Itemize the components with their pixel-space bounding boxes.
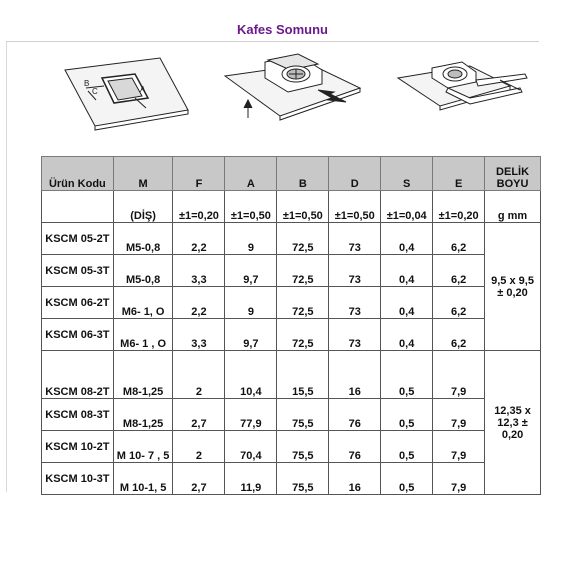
thread-cell: M5-0,8 bbox=[113, 223, 173, 255]
a-cell: 9,7 bbox=[225, 319, 277, 351]
d-cell: 73 bbox=[329, 319, 381, 351]
s-cell: 0,4 bbox=[381, 223, 433, 255]
d-cell: 73 bbox=[329, 287, 381, 319]
f-cell: 2,7 bbox=[173, 463, 225, 495]
thread-cell: M6- 1 , O bbox=[113, 319, 173, 351]
thread-cell: M8-1,25 bbox=[113, 351, 173, 399]
dim-label-a: A bbox=[140, 85, 146, 94]
a-cell: 9 bbox=[225, 223, 277, 255]
a-cell: 9 bbox=[225, 287, 277, 319]
page-title: Kafes Somunu bbox=[236, 22, 328, 37]
product-code-cell: KSCM 08-2T bbox=[42, 351, 114, 399]
e-cell: 6,2 bbox=[433, 223, 485, 255]
a-cell: 9,7 bbox=[225, 255, 277, 287]
product-code-cell: KSCM 05-2T bbox=[42, 223, 114, 255]
a-cell: 10,4 bbox=[225, 351, 277, 399]
product-code-cell: KSCM 08-3T bbox=[42, 399, 114, 431]
thread-cell: M8-1,25 bbox=[113, 399, 173, 431]
col-header-d: D bbox=[329, 157, 381, 191]
f-cell: 2,2 bbox=[173, 287, 225, 319]
d-cell: 76 bbox=[329, 431, 381, 463]
table-row bbox=[42, 255, 541, 287]
insertion-figure bbox=[225, 54, 360, 120]
panel-hole-figure bbox=[65, 58, 188, 130]
e-cell: 7,9 bbox=[433, 351, 485, 399]
delik-boyu-cell: 9,5 x 9,5 ± 0,20 bbox=[485, 223, 541, 351]
thread-cell: M 10-1, 5 bbox=[113, 463, 173, 495]
unit-cell bbox=[42, 191, 114, 223]
d-cell: 76 bbox=[329, 399, 381, 431]
e-cell: 7,9 bbox=[433, 463, 485, 495]
b-cell: 72,5 bbox=[277, 223, 329, 255]
dim-label-c: C bbox=[92, 87, 98, 96]
e-cell: 6,2 bbox=[433, 287, 485, 319]
col-header-f: F bbox=[173, 157, 225, 191]
unit-cell: ±1=0,20 bbox=[173, 191, 225, 223]
b-cell: 75,5 bbox=[277, 431, 329, 463]
s-cell: 0,4 bbox=[381, 287, 433, 319]
a-cell: 77,9 bbox=[225, 399, 277, 431]
table-row bbox=[42, 463, 541, 495]
cage-nut-spec-table bbox=[41, 156, 541, 495]
product-code-cell: KSCM 10-2T bbox=[42, 431, 114, 463]
col-header-urun-kodu: Ürün Kodu bbox=[42, 157, 114, 191]
s-cell: 0,5 bbox=[381, 351, 433, 399]
d-cell: 73 bbox=[329, 255, 381, 287]
e-cell: 6,2 bbox=[433, 319, 485, 351]
unit-cell: ±1=0,04 bbox=[381, 191, 433, 223]
installation-illustrations bbox=[0, 48, 565, 138]
dim-label-b: B bbox=[84, 79, 90, 88]
s-cell: 0,4 bbox=[381, 255, 433, 287]
s-cell: 0,5 bbox=[381, 463, 433, 495]
delik-boyu-cell: 12,35 x 12,3 ± 0,20 bbox=[485, 351, 541, 495]
a-cell: 11,9 bbox=[225, 463, 277, 495]
b-cell: 72,5 bbox=[277, 287, 329, 319]
units-row bbox=[42, 191, 541, 223]
f-cell: 2,2 bbox=[173, 223, 225, 255]
b-cell: 75,5 bbox=[277, 399, 329, 431]
table-row bbox=[42, 351, 541, 399]
col-header-a: A bbox=[225, 157, 277, 191]
header-row bbox=[42, 157, 541, 191]
unit-cell: ±1=0,50 bbox=[277, 191, 329, 223]
s-cell: 0,4 bbox=[381, 319, 433, 351]
b-cell: 15,5 bbox=[277, 351, 329, 399]
d-cell: 16 bbox=[329, 463, 381, 495]
product-code-cell: KSCM 10-3T bbox=[42, 463, 114, 495]
table-row bbox=[42, 399, 541, 431]
b-cell: 72,5 bbox=[277, 255, 329, 287]
thread-cell: M 10- 7 , 5 bbox=[113, 431, 173, 463]
e-cell: 7,9 bbox=[433, 399, 485, 431]
col-header-delik-boyu: DELİK BOYU bbox=[485, 157, 541, 191]
thread-cell: M5-0,8 bbox=[113, 255, 173, 287]
unit-cell: ±1=0,50 bbox=[329, 191, 381, 223]
unit-cell: ±1=0,50 bbox=[225, 191, 277, 223]
s-cell: 0,5 bbox=[381, 399, 433, 431]
f-cell: 3,3 bbox=[173, 255, 225, 287]
col-header-m: M bbox=[113, 157, 173, 191]
col-header-e: E bbox=[433, 157, 485, 191]
e-cell: 6,2 bbox=[433, 255, 485, 287]
e-cell: 7,9 bbox=[433, 431, 485, 463]
unit-cell: g mm bbox=[485, 191, 541, 223]
f-cell: 2 bbox=[173, 431, 225, 463]
title-divider bbox=[6, 41, 539, 42]
product-code-cell: KSCM 05-3T bbox=[42, 255, 114, 287]
s-cell: 0,5 bbox=[381, 431, 433, 463]
tool-figure bbox=[398, 62, 527, 110]
thread-cell: M6- 1, O bbox=[113, 287, 173, 319]
b-cell: 72,5 bbox=[277, 319, 329, 351]
table-row bbox=[42, 223, 541, 255]
col-header-b: B bbox=[277, 157, 329, 191]
table-row bbox=[42, 287, 541, 319]
unit-cell: ±1=0,20 bbox=[433, 191, 485, 223]
a-cell: 70,4 bbox=[225, 431, 277, 463]
product-code-cell: KSCM 06-3T bbox=[42, 319, 114, 351]
d-cell: 16 bbox=[329, 351, 381, 399]
unit-cell: (DİŞ) bbox=[113, 191, 173, 223]
table-row bbox=[42, 431, 541, 463]
f-cell: 2,7 bbox=[173, 399, 225, 431]
product-code-cell: KSCM 06-2T bbox=[42, 287, 114, 319]
table-row bbox=[42, 319, 541, 351]
b-cell: 75,5 bbox=[277, 463, 329, 495]
col-header-s: S bbox=[381, 157, 433, 191]
f-cell: 2 bbox=[173, 351, 225, 399]
d-cell: 73 bbox=[329, 223, 381, 255]
f-cell: 3,3 bbox=[173, 319, 225, 351]
